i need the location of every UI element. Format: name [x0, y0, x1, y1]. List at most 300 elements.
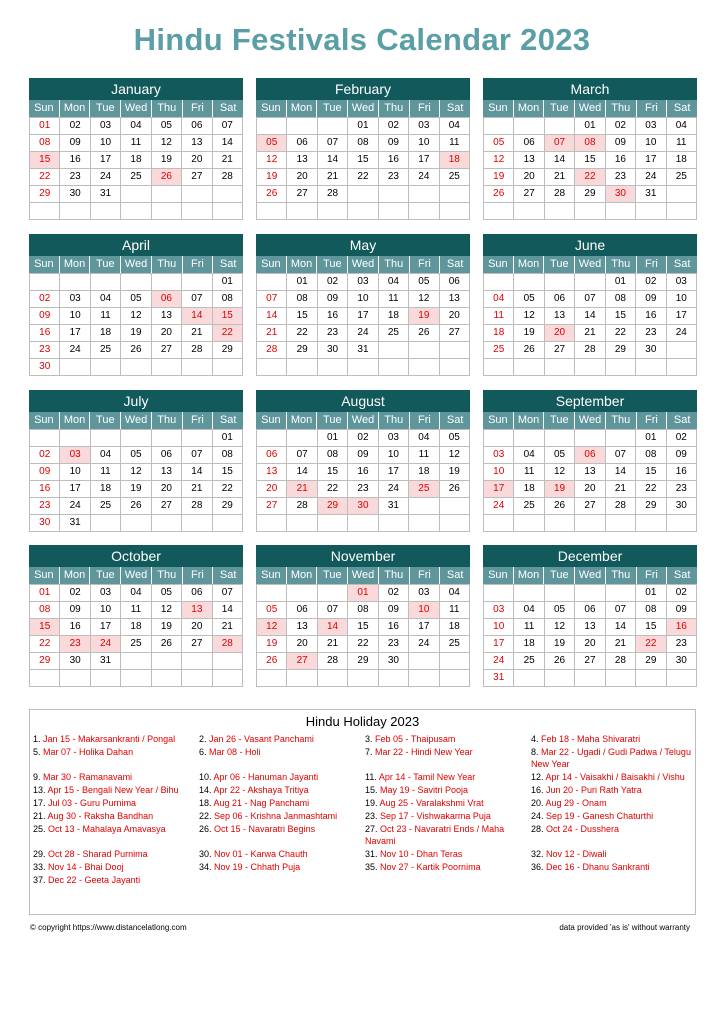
weekday-label: Mon — [287, 100, 318, 117]
day-cell: 01 — [318, 430, 348, 447]
day-cell: 08 — [287, 291, 317, 308]
empty-cell — [514, 670, 544, 687]
day-cell: 02 — [348, 430, 378, 447]
holiday-item — [199, 733, 365, 745]
weekday-label: Tue — [544, 100, 575, 117]
day-cell: 18 — [409, 464, 439, 481]
weekday-label: Sun — [256, 567, 287, 584]
day-cell: 18 — [379, 308, 409, 325]
weekday-label: Wed — [575, 412, 606, 429]
weekday-label: Mon — [60, 100, 91, 117]
empty-cell — [91, 359, 121, 376]
weekday-label: Sun — [256, 256, 287, 273]
weekday-label: Wed — [575, 256, 606, 273]
empty-cell — [318, 118, 348, 135]
day-cell: 22 — [30, 169, 60, 186]
day-cell: 09 — [60, 602, 90, 619]
month-1 — [256, 78, 470, 220]
day-cell: 05 — [484, 135, 514, 152]
month-10 — [256, 545, 470, 687]
day-cell: 29 — [318, 498, 348, 515]
day-cell: 20 — [514, 169, 544, 186]
day-cell: 09 — [606, 135, 636, 152]
day-cell: 10 — [60, 464, 90, 481]
month-6 — [29, 390, 243, 532]
empty-cell — [318, 359, 348, 376]
holiday-text: Mar 07 - Holika Dahan — [43, 747, 134, 757]
day-cell: 04 — [484, 291, 514, 308]
day-cell: 06 — [152, 447, 182, 464]
day-cell: 06 — [545, 291, 575, 308]
day-cell: 08 — [213, 291, 243, 308]
month-title: March — [483, 78, 697, 100]
holiday-text: Oct 28 - Sharad Purnima — [48, 849, 148, 859]
day-cell: 14 — [606, 464, 636, 481]
day-cell: 07 — [287, 447, 317, 464]
empty-cell — [636, 203, 666, 220]
day-cell: 14 — [606, 619, 636, 636]
holiday-item — [531, 746, 697, 770]
day-cell: 18 — [121, 152, 151, 169]
holiday-text: Sep 17 - Vishwakarma Puja — [380, 811, 491, 821]
day-cell: 22 — [636, 481, 666, 498]
empty-cell — [182, 274, 212, 291]
day-cell: 16 — [348, 464, 378, 481]
day-cell: 21 — [213, 619, 243, 636]
holiday-list-panel — [29, 709, 696, 915]
day-cell: 20 — [152, 325, 182, 342]
empty-cell — [409, 342, 439, 359]
holiday-item — [199, 810, 365, 822]
day-cell: 18 — [484, 325, 514, 342]
weekday-header — [483, 567, 697, 584]
day-cell: 23 — [30, 498, 60, 515]
day-cell: 25 — [440, 636, 470, 653]
day-cell: 12 — [152, 135, 182, 152]
day-cell: 30 — [348, 498, 378, 515]
empty-cell — [182, 186, 212, 203]
weekday-label: Thu — [606, 100, 637, 117]
day-cell: 10 — [484, 464, 514, 481]
day-cell: 17 — [409, 152, 439, 169]
month-title: April — [29, 234, 243, 256]
day-cell: 14 — [257, 308, 287, 325]
day-cell: 28 — [318, 653, 348, 670]
day-cell: 27 — [182, 636, 212, 653]
weekday-label: Tue — [544, 567, 575, 584]
day-cell: 26 — [545, 653, 575, 670]
holiday-number: 2. — [199, 734, 207, 744]
empty-cell — [606, 203, 636, 220]
day-cell: 20 — [575, 636, 605, 653]
holiday-number: 21. — [33, 811, 46, 821]
day-cell: 31 — [348, 342, 378, 359]
empty-cell — [575, 430, 605, 447]
empty-cell — [667, 203, 697, 220]
day-cell: 02 — [636, 274, 666, 291]
day-cell: 29 — [348, 653, 378, 670]
day-cell: 18 — [440, 619, 470, 636]
day-cell: 30 — [318, 342, 348, 359]
day-cell: 06 — [287, 602, 317, 619]
holiday-list-title: Hindu Holiday 2023 — [305, 714, 420, 729]
holiday-text: May 19 - Savitri Pooja — [380, 785, 469, 795]
day-cell: 09 — [636, 291, 666, 308]
weekday-label: Tue — [317, 567, 348, 584]
day-cell: 06 — [152, 291, 182, 308]
day-cell: 04 — [440, 585, 470, 602]
empty-cell — [287, 430, 317, 447]
day-cell: 21 — [606, 481, 636, 498]
weekday-label: Tue — [544, 256, 575, 273]
day-grid — [29, 273, 243, 376]
day-grid — [29, 584, 243, 687]
empty-cell — [667, 670, 697, 687]
day-cell: 04 — [91, 447, 121, 464]
empty-cell — [606, 359, 636, 376]
day-cell: 14 — [182, 308, 212, 325]
weekday-label: Tue — [90, 256, 121, 273]
empty-cell — [514, 359, 544, 376]
day-cell: 06 — [182, 585, 212, 602]
holiday-number: 29. — [33, 849, 46, 859]
weekday-label: Fri — [410, 412, 441, 429]
holiday-item — [199, 848, 365, 860]
weekday-label: Mon — [514, 567, 545, 584]
day-cell: 20 — [287, 169, 317, 186]
weekday-label: Wed — [348, 412, 379, 429]
day-cell: 14 — [182, 464, 212, 481]
day-cell: 01 — [213, 274, 243, 291]
day-cell: 29 — [636, 498, 666, 515]
empty-cell — [575, 585, 605, 602]
day-cell: 14 — [545, 152, 575, 169]
weekday-label: Fri — [183, 256, 214, 273]
day-cell: 15 — [606, 308, 636, 325]
day-cell: 12 — [257, 152, 287, 169]
day-cell: 13 — [575, 619, 605, 636]
day-cell: 22 — [348, 169, 378, 186]
day-cell: 05 — [121, 291, 151, 308]
empty-cell — [606, 515, 636, 532]
day-cell: 02 — [667, 430, 697, 447]
weekday-header — [483, 412, 697, 429]
day-cell: 01 — [213, 430, 243, 447]
day-cell: 07 — [213, 118, 243, 135]
weekday-label: Tue — [90, 412, 121, 429]
day-cell: 28 — [257, 342, 287, 359]
day-cell: 02 — [30, 447, 60, 464]
month-4 — [256, 234, 470, 376]
day-cell: 03 — [484, 602, 514, 619]
day-cell: 30 — [667, 653, 697, 670]
day-cell: 02 — [60, 585, 90, 602]
holiday-number: 25. — [33, 824, 46, 834]
empty-cell — [121, 274, 151, 291]
holiday-text: Sep 06 - Krishna Janmashtami — [214, 811, 338, 821]
weekday-label: Wed — [348, 256, 379, 273]
weekday-header — [256, 256, 470, 273]
empty-cell — [545, 670, 575, 687]
weekday-label: Wed — [348, 567, 379, 584]
holiday-text: Nov 12 - Diwali — [546, 849, 607, 859]
empty-cell — [409, 359, 439, 376]
day-cell: 13 — [152, 308, 182, 325]
holiday-number: 5. — [33, 747, 41, 757]
day-cell: 01 — [287, 274, 317, 291]
empty-cell — [182, 430, 212, 447]
empty-cell — [636, 359, 666, 376]
day-cell: 30 — [606, 186, 636, 203]
day-cell: 09 — [379, 135, 409, 152]
day-cell: 03 — [60, 291, 90, 308]
empty-cell — [545, 118, 575, 135]
day-cell: 04 — [121, 585, 151, 602]
empty-cell — [287, 515, 317, 532]
empty-cell — [545, 585, 575, 602]
day-cell: 31 — [379, 498, 409, 515]
day-cell: 29 — [575, 186, 605, 203]
empty-cell — [484, 515, 514, 532]
weekday-label: Fri — [637, 100, 668, 117]
weekday-label: Sat — [219, 102, 237, 114]
day-cell: 12 — [484, 152, 514, 169]
day-cell: 19 — [152, 152, 182, 169]
holiday-text: Nov 14 - Bhai Dooj — [48, 862, 124, 872]
day-cell: 27 — [440, 325, 470, 342]
empty-cell — [257, 670, 287, 687]
day-cell: 03 — [484, 447, 514, 464]
day-cell: 25 — [379, 325, 409, 342]
day-cell: 24 — [91, 636, 121, 653]
day-cell: 22 — [287, 325, 317, 342]
day-cell: 26 — [121, 342, 151, 359]
day-cell: 19 — [257, 636, 287, 653]
month-title: January — [29, 78, 243, 100]
weekday-label: Thu — [379, 412, 410, 429]
holiday-text: Oct 13 - Mahalaya Amavasya — [48, 824, 166, 834]
holiday-number: 18. — [199, 798, 212, 808]
holiday-text: Mar 22 - Ugadi / Gudi Padwa / Telugu New Year — [531, 747, 691, 769]
day-cell: 09 — [667, 447, 697, 464]
empty-cell — [91, 274, 121, 291]
day-cell: 15 — [287, 308, 317, 325]
weekday-label: Sun — [29, 100, 60, 117]
day-cell: 28 — [213, 636, 243, 653]
empty-cell — [152, 274, 182, 291]
day-cell: 25 — [121, 636, 151, 653]
day-cell: 11 — [379, 291, 409, 308]
holiday-number: 35. — [365, 862, 378, 872]
empty-cell — [379, 203, 409, 220]
day-cell: 30 — [667, 498, 697, 515]
holiday-number: 20. — [531, 798, 544, 808]
day-cell: 28 — [545, 186, 575, 203]
weekday-label: Sat — [219, 258, 237, 270]
weekday-label: Sun — [483, 256, 514, 273]
empty-cell — [409, 653, 439, 670]
day-cell: 05 — [152, 585, 182, 602]
day-cell: 04 — [667, 118, 697, 135]
holiday-number: 23. — [365, 811, 378, 821]
holiday-item — [199, 823, 365, 847]
weekday-label: Tue — [317, 100, 348, 117]
day-cell: 08 — [30, 602, 60, 619]
day-cell: 05 — [152, 118, 182, 135]
month-title: September — [483, 390, 697, 412]
holiday-number: 22. — [199, 811, 212, 821]
empty-cell — [379, 186, 409, 203]
day-cell: 21 — [182, 481, 212, 498]
day-cell: 29 — [30, 186, 60, 203]
empty-cell — [514, 203, 544, 220]
day-cell: 15 — [636, 464, 666, 481]
day-cell: 08 — [636, 447, 666, 464]
day-cell: 28 — [182, 342, 212, 359]
day-cell: 02 — [60, 118, 90, 135]
day-cell: 26 — [152, 636, 182, 653]
holiday-text: Apr 22 - Akshaya Tritiya — [213, 785, 309, 795]
empty-cell — [667, 359, 697, 376]
day-cell: 23 — [348, 481, 378, 498]
day-cell: 29 — [636, 653, 666, 670]
day-cell: 16 — [318, 308, 348, 325]
day-cell: 05 — [257, 602, 287, 619]
holiday-text: Dec 22 - Geeta Jayanti — [48, 875, 141, 885]
empty-cell — [440, 342, 470, 359]
day-cell: 24 — [91, 169, 121, 186]
day-cell: 23 — [667, 481, 697, 498]
day-cell: 10 — [348, 291, 378, 308]
empty-cell — [484, 274, 514, 291]
day-cell: 07 — [182, 291, 212, 308]
month-title: February — [256, 78, 470, 100]
empty-cell — [121, 203, 151, 220]
day-cell: 02 — [318, 274, 348, 291]
day-cell: 21 — [575, 325, 605, 342]
weekday-label: Thu — [379, 100, 410, 117]
day-cell: 14 — [213, 135, 243, 152]
empty-cell — [348, 203, 378, 220]
day-cell: 11 — [514, 619, 544, 636]
day-cell: 30 — [636, 342, 666, 359]
holiday-item — [531, 823, 697, 847]
empty-cell — [30, 430, 60, 447]
holiday-text: Nov 01 - Karwa Chauth — [214, 849, 308, 859]
day-cell: 26 — [545, 498, 575, 515]
month-title: December — [483, 545, 697, 567]
holiday-item — [33, 823, 199, 847]
day-cell: 15 — [348, 152, 378, 169]
day-cell: 12 — [545, 619, 575, 636]
empty-cell — [121, 430, 151, 447]
day-cell: 10 — [409, 602, 439, 619]
day-cell: 08 — [636, 602, 666, 619]
holiday-item — [531, 797, 697, 809]
empty-cell — [318, 203, 348, 220]
day-cell: 24 — [636, 169, 666, 186]
day-cell: 28 — [606, 498, 636, 515]
empty-cell — [484, 359, 514, 376]
empty-cell — [484, 203, 514, 220]
empty-cell — [60, 274, 90, 291]
month-title: July — [29, 390, 243, 412]
empty-cell — [440, 359, 470, 376]
holiday-text: Mar 08 - Holi — [209, 747, 261, 757]
day-cell: 29 — [213, 498, 243, 515]
day-cell: 09 — [667, 602, 697, 619]
holiday-item — [199, 746, 365, 770]
month-title: June — [483, 234, 697, 256]
day-cell: 02 — [379, 118, 409, 135]
weekday-label: Thu — [152, 256, 183, 273]
holiday-item — [33, 861, 199, 873]
weekday-label: Sat — [446, 258, 464, 270]
holiday-text: Nov 19 - Chhath Puja — [214, 862, 301, 872]
day-cell: 06 — [575, 447, 605, 464]
day-cell: 05 — [121, 447, 151, 464]
holiday-text: Jul 03 - Guru Purnima — [48, 798, 137, 808]
day-cell: 25 — [121, 169, 151, 186]
day-cell: 16 — [667, 464, 697, 481]
empty-cell — [484, 430, 514, 447]
month-8 — [483, 390, 697, 532]
empty-cell — [287, 203, 317, 220]
empty-cell — [440, 186, 470, 203]
day-cell: 08 — [318, 447, 348, 464]
empty-cell — [152, 186, 182, 203]
day-grid — [256, 117, 470, 220]
holiday-number: 26. — [199, 824, 212, 834]
day-cell: 12 — [514, 308, 544, 325]
day-cell: 26 — [514, 342, 544, 359]
weekday-label: Mon — [287, 567, 318, 584]
day-cell: 27 — [257, 498, 287, 515]
day-cell: 19 — [484, 169, 514, 186]
empty-cell — [152, 203, 182, 220]
weekday-label: Fri — [183, 100, 214, 117]
empty-cell — [257, 118, 287, 135]
day-cell: 17 — [91, 152, 121, 169]
day-cell: 20 — [182, 152, 212, 169]
day-cell: 25 — [409, 481, 439, 498]
day-cell: 17 — [484, 636, 514, 653]
empty-cell — [606, 585, 636, 602]
holiday-item — [531, 848, 697, 860]
day-cell: 10 — [91, 135, 121, 152]
day-cell: 07 — [213, 585, 243, 602]
day-cell: 15 — [213, 464, 243, 481]
day-cell: 26 — [152, 169, 182, 186]
day-cell: 13 — [514, 152, 544, 169]
day-cell: 15 — [213, 308, 243, 325]
holiday-number: 17. — [33, 798, 46, 808]
day-cell: 03 — [91, 118, 121, 135]
holiday-number: 30. — [199, 849, 212, 859]
empty-cell — [348, 670, 378, 687]
empty-cell — [287, 118, 317, 135]
day-cell: 10 — [409, 135, 439, 152]
weekday-label: Thu — [606, 256, 637, 273]
day-cell: 13 — [440, 291, 470, 308]
day-cell: 09 — [60, 135, 90, 152]
day-cell: 25 — [440, 169, 470, 186]
day-cell: 05 — [409, 274, 439, 291]
day-cell: 25 — [484, 342, 514, 359]
day-cell: 30 — [30, 359, 60, 376]
weekday-label: Fri — [183, 412, 214, 429]
empty-cell — [213, 359, 243, 376]
